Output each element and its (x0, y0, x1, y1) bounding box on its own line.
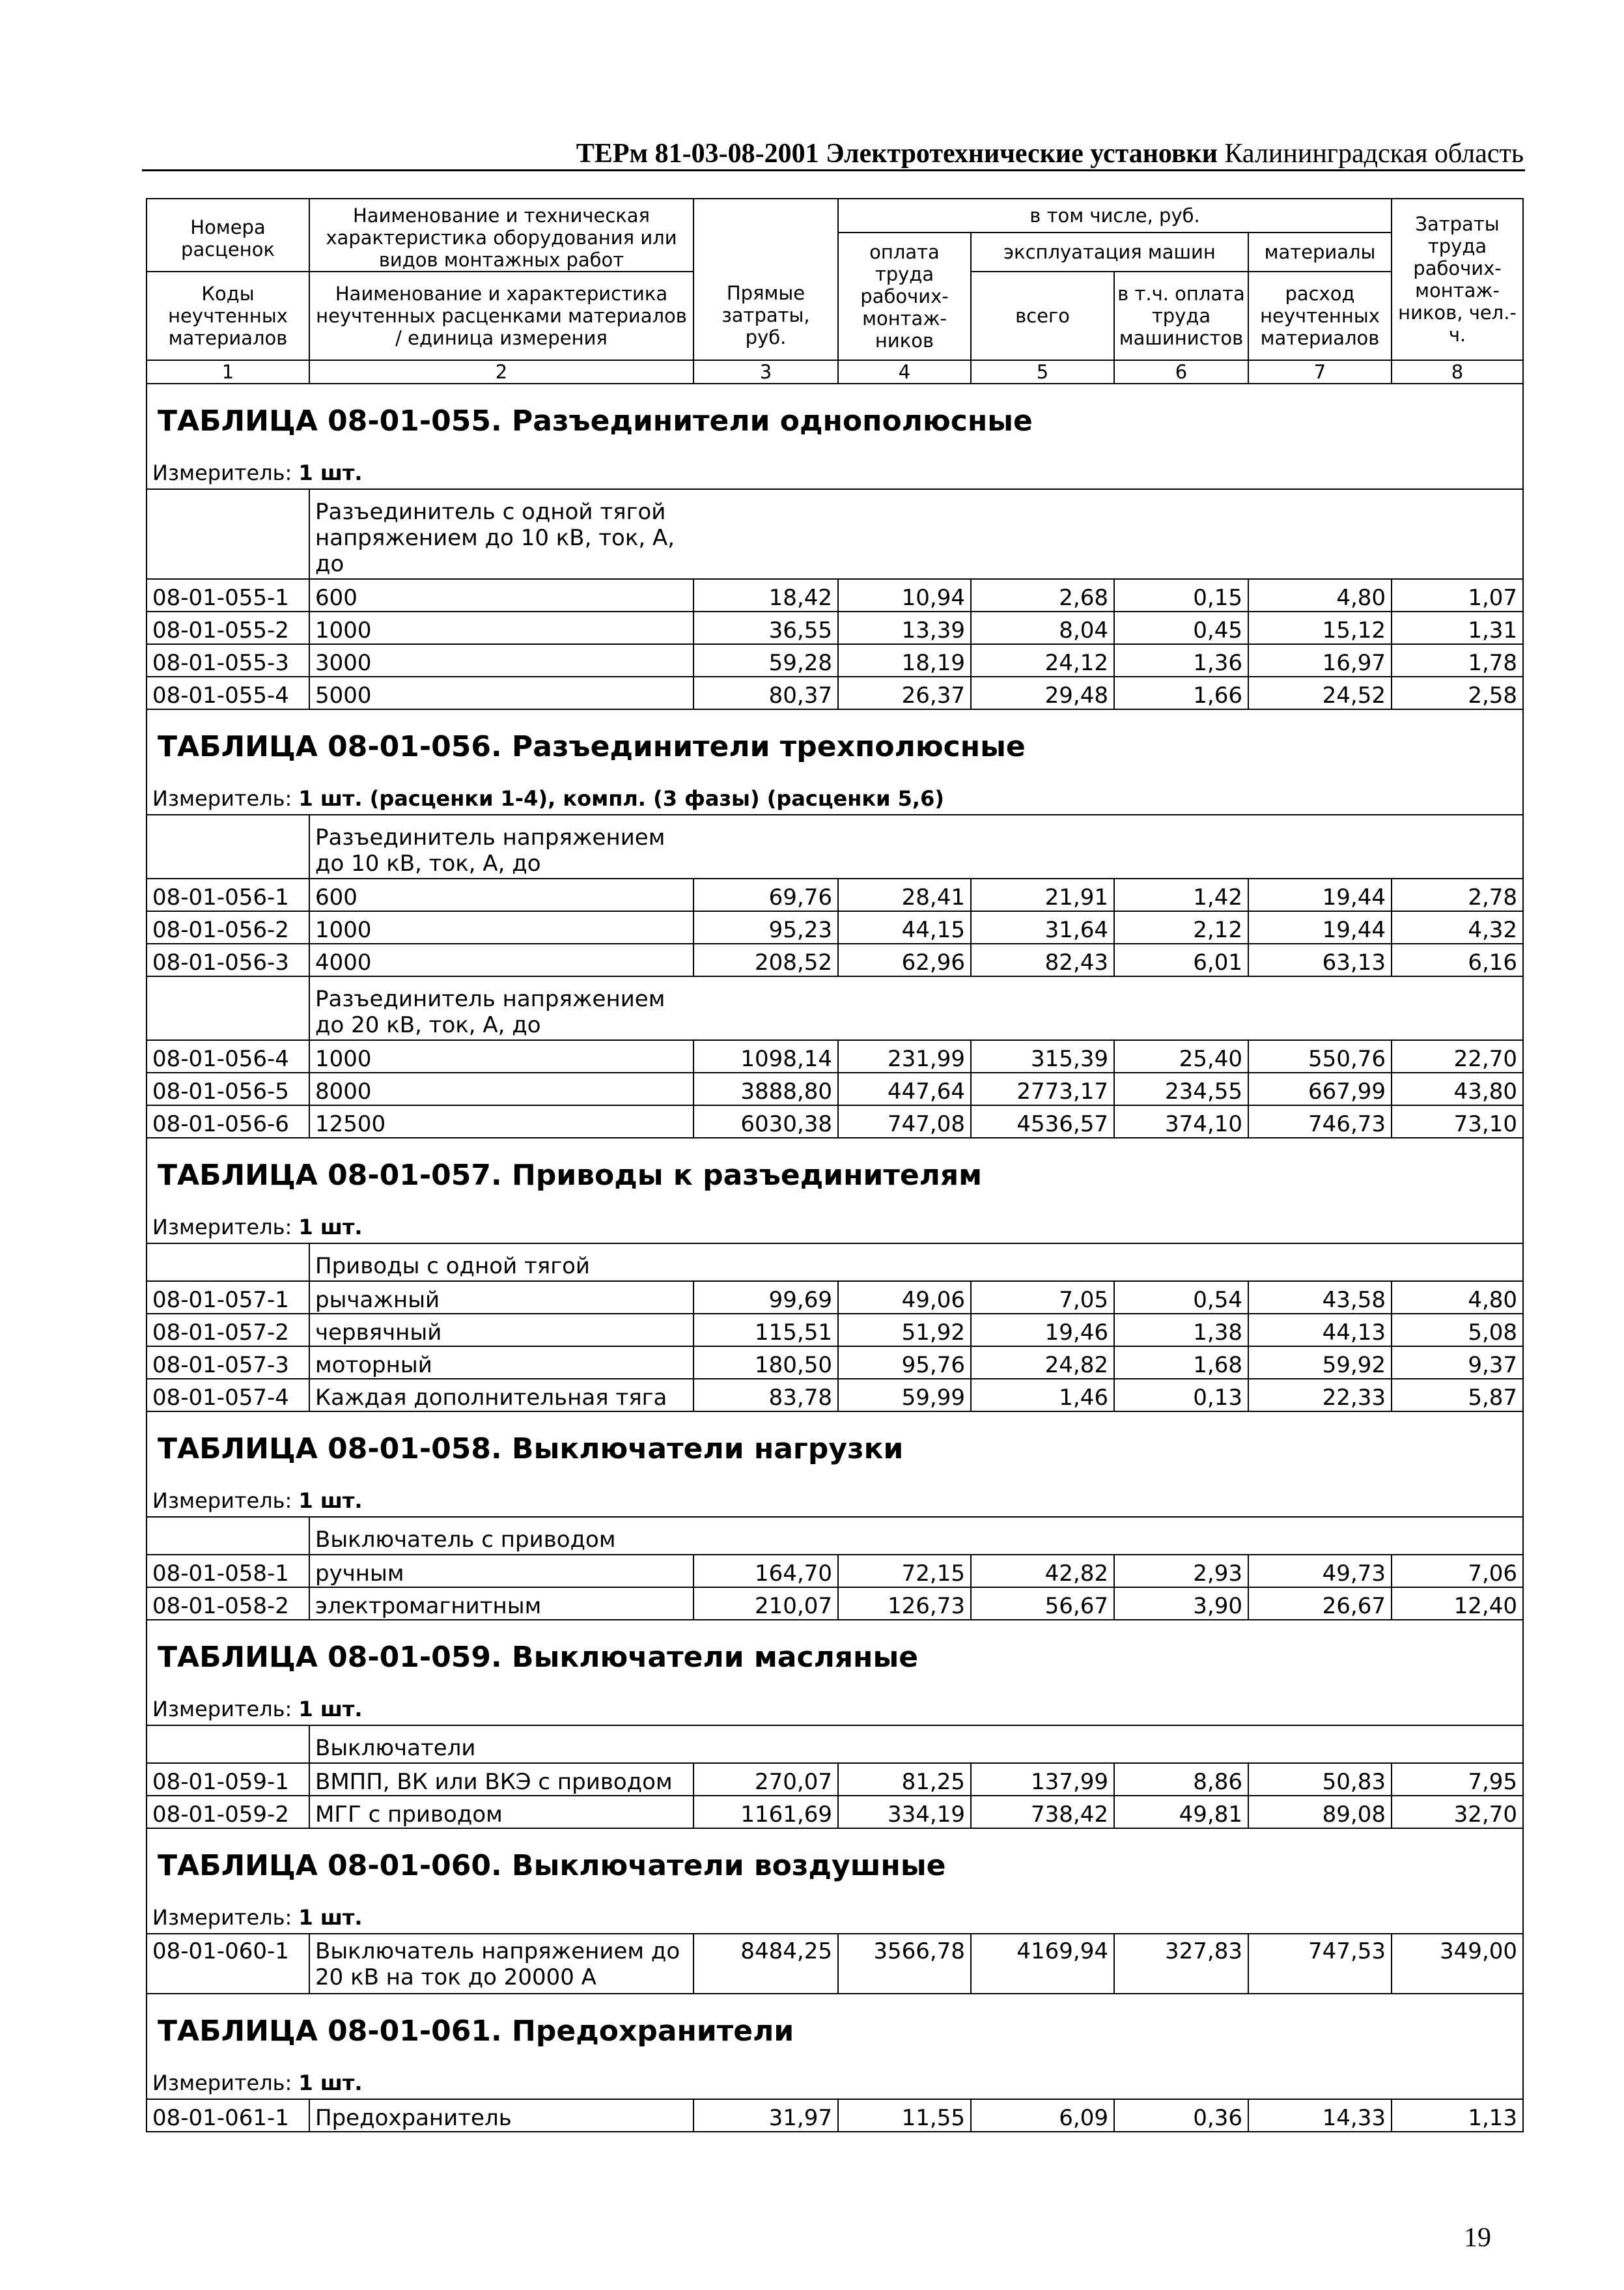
table-section-heading (147, 1411, 1523, 1485)
machines-total: 6,09 (971, 2099, 1114, 2132)
group-description: Разъединитель напряжением до 20 кВ, ток, А, до (309, 976, 1523, 1040)
materials-usage: 50,83 (1248, 1763, 1392, 1796)
machines-total: 31,64 (971, 911, 1114, 944)
table-section-heading (147, 1828, 1523, 1902)
labor-hours: 6,16 (1392, 944, 1523, 976)
table-row (147, 579, 1523, 612)
rate-code: 08-01-056-6 (147, 1105, 309, 1138)
group-description: Приводы с одной тягой (309, 1243, 1523, 1281)
measure-label: Измеритель: (152, 460, 292, 485)
worker-wages: 81,25 (838, 1763, 971, 1796)
measure-label: Измеритель: (152, 1488, 292, 1513)
table-row (147, 944, 1523, 976)
rates-table (146, 198, 1524, 2132)
table-row (147, 1073, 1523, 1105)
worker-wages: 62,96 (838, 944, 971, 976)
header-machines-total: всего (971, 272, 1114, 360)
machines-total: 56,67 (971, 1587, 1114, 1620)
rate-name: 3000 (309, 644, 693, 677)
group-description: Выключатели (309, 1725, 1523, 1763)
direct-costs: 8484,25 (693, 1934, 838, 1994)
measure-value: 1 шт. (298, 460, 363, 485)
table-row (147, 1934, 1523, 1994)
measure-value: 1 шт. (298, 1697, 363, 1721)
materials-usage: 19,44 (1248, 911, 1392, 944)
column-number: 2 (309, 360, 693, 384)
labor-hours: 1,78 (1392, 644, 1523, 677)
direct-costs: 69,76 (693, 879, 838, 911)
table-row (147, 1379, 1523, 1411)
header-materials-usage: расход неучтенных материалов (1248, 272, 1392, 360)
machinist-wages: 0,15 (1114, 579, 1248, 612)
machines-total: 2,68 (971, 579, 1114, 612)
labor-hours: 349,00 (1392, 1934, 1523, 1994)
group-row (147, 1243, 1523, 1281)
group-row (147, 489, 1523, 579)
machines-total: 137,99 (971, 1763, 1114, 1796)
materials-usage: 15,12 (1248, 612, 1392, 644)
section-title: ТАБЛИЦА 08-01-060. Выключатели воздушные (158, 1848, 946, 1882)
machines-total: 24,12 (971, 644, 1114, 677)
column-number: 5 (971, 360, 1114, 384)
labor-hours: 4,32 (1392, 911, 1523, 944)
worker-wages: 10,94 (838, 579, 971, 612)
measure-row (147, 1211, 1523, 1243)
machinist-wages: 0,13 (1114, 1379, 1248, 1411)
group-row (147, 976, 1523, 1040)
machines-total: 4169,94 (971, 1934, 1114, 1994)
document-title: Электротехнические установки (826, 139, 1218, 169)
materials-usage: 14,33 (1248, 2099, 1392, 2132)
rate-code: 08-01-060-1 (147, 1934, 309, 1994)
direct-costs: 210,07 (693, 1587, 838, 1620)
table-section-heading (147, 1138, 1523, 1211)
rate-code: 08-01-056-4 (147, 1040, 309, 1073)
machines-total: 29,48 (971, 677, 1114, 709)
rate-name: 4000 (309, 944, 693, 976)
column-number: 1 (147, 360, 309, 384)
rate-name: 8000 (309, 1073, 693, 1105)
direct-costs: 180,50 (693, 1346, 838, 1379)
measure-row (147, 2067, 1523, 2099)
direct-costs: 270,07 (693, 1763, 838, 1796)
rate-name: 1000 (309, 911, 693, 944)
measure-value: 1 шт. (298, 1488, 363, 1513)
rate-name: Предохранитель (309, 2099, 693, 2132)
machinist-wages: 49,81 (1114, 1796, 1248, 1828)
measure-value: 1 шт. (298, 1905, 363, 1930)
section-title: ТАБЛИЦА 08-01-057. Приводы к разъединителям (158, 1158, 983, 1192)
group-description: Разъединитель с одной тягой напряжением до 10 кВ, ток, А, до (309, 489, 1523, 579)
machinist-wages: 0,36 (1114, 2099, 1248, 2132)
section-title: ТАБЛИЦА 08-01-055. Разъединители однополюсные (158, 404, 1033, 438)
rate-code: 08-01-059-2 (147, 1796, 309, 1828)
column-number: 8 (1392, 360, 1523, 384)
machines-total: 4536,57 (971, 1105, 1114, 1138)
machinist-wages: 1,68 (1114, 1346, 1248, 1379)
page-number: 19 (1464, 2223, 1491, 2253)
labor-hours: 9,37 (1392, 1346, 1523, 1379)
measure-label: Измеритель: (152, 786, 292, 811)
rate-code: 08-01-058-1 (147, 1555, 309, 1587)
direct-costs: 1098,14 (693, 1040, 838, 1073)
rate-name: Каждая дополнительная тяга (309, 1379, 693, 1411)
header-name-bottom: Наименование и характеристика неучтенных расценками материалов / единица измерения (309, 272, 693, 360)
group-description: Разъединитель напряжением до 10 кВ, ток, А, до (309, 815, 1523, 879)
machinist-wages: 327,83 (1114, 1934, 1248, 1994)
measure-row (147, 1693, 1523, 1725)
materials-usage: 667,99 (1248, 1073, 1392, 1105)
column-number: 4 (838, 360, 971, 384)
table-row (147, 1555, 1523, 1587)
measure-label: Измеритель: (152, 1697, 292, 1721)
machines-total: 738,42 (971, 1796, 1114, 1828)
worker-wages: 13,39 (838, 612, 971, 644)
direct-costs: 31,97 (693, 2099, 838, 2132)
machines-total: 2773,17 (971, 1073, 1114, 1105)
header-including: в том числе, руб. (838, 199, 1392, 233)
worker-wages: 26,37 (838, 677, 971, 709)
section-title: ТАБЛИЦА 08-01-059. Выключатели масляные (158, 1640, 919, 1674)
table-row (147, 1587, 1523, 1620)
worker-wages: 18,19 (838, 644, 971, 677)
machines-total: 1,46 (971, 1379, 1114, 1411)
labor-hours: 5,08 (1392, 1314, 1523, 1346)
materials-usage: 49,73 (1248, 1555, 1392, 1587)
machines-total: 315,39 (971, 1040, 1114, 1073)
header-code-bottom: Коды неучтенных материалов (147, 272, 309, 360)
direct-costs: 59,28 (693, 644, 838, 677)
rate-name: рычажный (309, 1281, 693, 1314)
table-row (147, 612, 1523, 644)
table-row (147, 1105, 1523, 1138)
labor-hours: 1,13 (1392, 2099, 1523, 2132)
labor-hours: 2,78 (1392, 879, 1523, 911)
rate-name: моторный (309, 1346, 693, 1379)
materials-usage: 26,67 (1248, 1587, 1392, 1620)
header-materials: материалы (1248, 233, 1392, 272)
materials-usage: 44,13 (1248, 1314, 1392, 1346)
machines-total: 8,04 (971, 612, 1114, 644)
machines-total: 82,43 (971, 944, 1114, 976)
machinist-wages: 2,12 (1114, 911, 1248, 944)
rate-code: 08-01-057-4 (147, 1379, 309, 1411)
measure-row (147, 457, 1523, 489)
table-row (147, 1796, 1523, 1828)
header-wages: оплата труда рабочих-монтаж-ников (838, 233, 971, 360)
rate-code: 08-01-061-1 (147, 2099, 309, 2132)
section-title: ТАБЛИЦА 08-01-056. Разъединители трехполюсные (158, 729, 1026, 763)
column-number: 6 (1114, 360, 1248, 384)
table-row (147, 644, 1523, 677)
labor-hours: 12,40 (1392, 1587, 1523, 1620)
region: Калининградская область (1224, 139, 1524, 169)
machinist-wages: 1,38 (1114, 1314, 1248, 1346)
group-description: Выключатель с приводом (309, 1517, 1523, 1555)
worker-wages: 44,15 (838, 911, 971, 944)
machinist-wages: 1,66 (1114, 677, 1248, 709)
measure-label: Измеритель: (152, 1905, 292, 1930)
labor-hours: 5,87 (1392, 1379, 1523, 1411)
running-head (0, 138, 1524, 169)
table-section-heading (147, 1994, 1523, 2067)
direct-costs: 80,37 (693, 677, 838, 709)
direct-costs: 3888,80 (693, 1073, 838, 1105)
rate-code: 08-01-056-5 (147, 1073, 309, 1105)
machinist-wages: 25,40 (1114, 1040, 1248, 1073)
machines-total: 7,05 (971, 1281, 1114, 1314)
table-row (147, 879, 1523, 911)
measure-value: 1 шт. (298, 1215, 363, 1239)
materials-usage: 16,97 (1248, 644, 1392, 677)
rate-name: 12500 (309, 1105, 693, 1138)
rate-code: 08-01-058-2 (147, 1587, 309, 1620)
materials-usage: 4,80 (1248, 579, 1392, 612)
table-row (147, 911, 1523, 944)
materials-usage: 22,33 (1248, 1379, 1392, 1411)
rate-code: 08-01-056-2 (147, 911, 309, 944)
machinist-wages: 8,86 (1114, 1763, 1248, 1796)
rate-name: МГГ с приводом (309, 1796, 693, 1828)
direct-costs: 18,42 (693, 579, 838, 612)
rate-name: электромагнитным (309, 1587, 693, 1620)
group-row (147, 1725, 1523, 1763)
rate-name: Выключатель напряжением до 20 кВ на ток до 20000 А (309, 1934, 693, 1994)
measure-value: 1 шт. (расценки 1-4), компл. (3 фазы) (расценки 5,6) (298, 786, 944, 811)
measure-value: 1 шт. (298, 2071, 363, 2095)
materials-usage: 89,08 (1248, 1796, 1392, 1828)
rate-code: 08-01-057-1 (147, 1281, 309, 1314)
worker-wages: 51,92 (838, 1314, 971, 1346)
worker-wages: 72,15 (838, 1555, 971, 1587)
rate-code: 08-01-056-3 (147, 944, 309, 976)
group-row (147, 1517, 1523, 1555)
rate-name: ручным (309, 1555, 693, 1587)
group-row (147, 815, 1523, 879)
worker-wages: 95,76 (838, 1346, 971, 1379)
table-row (147, 1314, 1523, 1346)
machinist-wages: 374,10 (1114, 1105, 1248, 1138)
table-row (147, 1281, 1523, 1314)
materials-usage: 43,58 (1248, 1281, 1392, 1314)
materials-usage: 19,44 (1248, 879, 1392, 911)
worker-wages: 59,99 (838, 1379, 971, 1411)
materials-usage: 59,92 (1248, 1346, 1392, 1379)
table-section-heading (147, 709, 1523, 783)
labor-hours: 32,70 (1392, 1796, 1523, 1828)
worker-wages: 747,08 (838, 1105, 971, 1138)
header-machines: эксплуатация машин (971, 233, 1248, 272)
rate-name: червячный (309, 1314, 693, 1346)
section-title: ТАБЛИЦА 08-01-058. Выключатели нагрузки (158, 1432, 904, 1465)
document-code: ТЕРм 81-03-08-2001 (576, 139, 819, 169)
materials-usage: 24,52 (1248, 677, 1392, 709)
labor-hours: 4,80 (1392, 1281, 1523, 1314)
measure-row (147, 1902, 1523, 1934)
rate-code: 08-01-056-1 (147, 879, 309, 911)
materials-usage: 747,53 (1248, 1934, 1392, 1994)
header-direct-costs: Прямые затраты, руб. (693, 199, 838, 360)
machinist-wages: 2,93 (1114, 1555, 1248, 1587)
direct-costs: 6030,38 (693, 1105, 838, 1138)
table-row (147, 1346, 1523, 1379)
machinist-wages: 1,36 (1114, 644, 1248, 677)
labor-hours: 22,70 (1392, 1040, 1523, 1073)
labor-hours: 7,95 (1392, 1763, 1523, 1796)
rate-name: ВМПП, ВК или ВКЭ с приводом (309, 1763, 693, 1796)
direct-costs: 1161,69 (693, 1796, 838, 1828)
machinist-wages: 3,90 (1114, 1587, 1248, 1620)
measure-label: Измеритель: (152, 2071, 292, 2095)
worker-wages: 447,64 (838, 1073, 971, 1105)
rate-name: 600 (309, 879, 693, 911)
header-name-top: Наименование и техническая характеристика оборудования или видов монтажных работ (309, 199, 693, 272)
worker-wages: 231,99 (838, 1040, 971, 1073)
machines-total: 21,91 (971, 879, 1114, 911)
header-labor: Затраты труда рабочих-монтаж-ников, чел.-ч. (1392, 199, 1523, 360)
worker-wages: 11,55 (838, 2099, 971, 2132)
worker-wages: 334,19 (838, 1796, 971, 1828)
machines-total: 19,46 (971, 1314, 1114, 1346)
materials-usage: 746,73 (1248, 1105, 1392, 1138)
labor-hours: 1,07 (1392, 579, 1523, 612)
rate-code: 08-01-057-2 (147, 1314, 309, 1346)
labor-hours: 73,10 (1392, 1105, 1523, 1138)
machinist-wages: 6,01 (1114, 944, 1248, 976)
measure-row (147, 783, 1523, 815)
direct-costs: 95,23 (693, 911, 838, 944)
worker-wages: 28,41 (838, 879, 971, 911)
machines-total: 42,82 (971, 1555, 1114, 1587)
rate-code: 08-01-059-1 (147, 1763, 309, 1796)
measure-label: Измеритель: (152, 1215, 292, 1239)
direct-costs: 115,51 (693, 1314, 838, 1346)
rate-name: 5000 (309, 677, 693, 709)
direct-costs: 36,55 (693, 612, 838, 644)
labor-hours: 1,31 (1392, 612, 1523, 644)
table-row (147, 1040, 1523, 1073)
header-code-top: Номера расценок (147, 199, 309, 272)
rate-code: 08-01-055-4 (147, 677, 309, 709)
materials-usage: 63,13 (1248, 944, 1392, 976)
table-row (147, 1763, 1523, 1796)
labor-hours: 7,06 (1392, 1555, 1523, 1587)
materials-usage: 550,76 (1248, 1040, 1392, 1073)
rate-code: 08-01-055-2 (147, 612, 309, 644)
measure-row (147, 1485, 1523, 1517)
direct-costs: 164,70 (693, 1555, 838, 1587)
machinist-wages: 234,55 (1114, 1073, 1248, 1105)
direct-costs: 83,78 (693, 1379, 838, 1411)
worker-wages: 49,06 (838, 1281, 971, 1314)
rate-code: 08-01-057-3 (147, 1346, 309, 1379)
rate-name: 1000 (309, 612, 693, 644)
rate-name: 600 (309, 579, 693, 612)
worker-wages: 126,73 (838, 1587, 971, 1620)
direct-costs: 99,69 (693, 1281, 838, 1314)
rate-code: 08-01-055-3 (147, 644, 309, 677)
direct-costs: 208,52 (693, 944, 838, 976)
header-machines-wages: в т.ч. оплата труда машинистов (1114, 272, 1248, 360)
machinist-wages: 0,45 (1114, 612, 1248, 644)
table-section-heading (147, 1620, 1523, 1693)
header-rule (142, 169, 1525, 171)
labor-hours: 2,58 (1392, 677, 1523, 709)
table-row (147, 2099, 1523, 2132)
column-number: 3 (693, 360, 838, 384)
section-title: ТАБЛИЦА 08-01-061. Предохранители (158, 2014, 794, 2048)
machinist-wages: 1,42 (1114, 879, 1248, 911)
machines-total: 24,82 (971, 1346, 1114, 1379)
rate-code: 08-01-055-1 (147, 579, 309, 612)
rate-name: 1000 (309, 1040, 693, 1073)
table-section-heading (147, 384, 1523, 457)
column-number: 7 (1248, 360, 1392, 384)
machinist-wages: 0,54 (1114, 1281, 1248, 1314)
table-row (147, 677, 1523, 709)
worker-wages: 3566,78 (838, 1934, 971, 1994)
labor-hours: 43,80 (1392, 1073, 1523, 1105)
